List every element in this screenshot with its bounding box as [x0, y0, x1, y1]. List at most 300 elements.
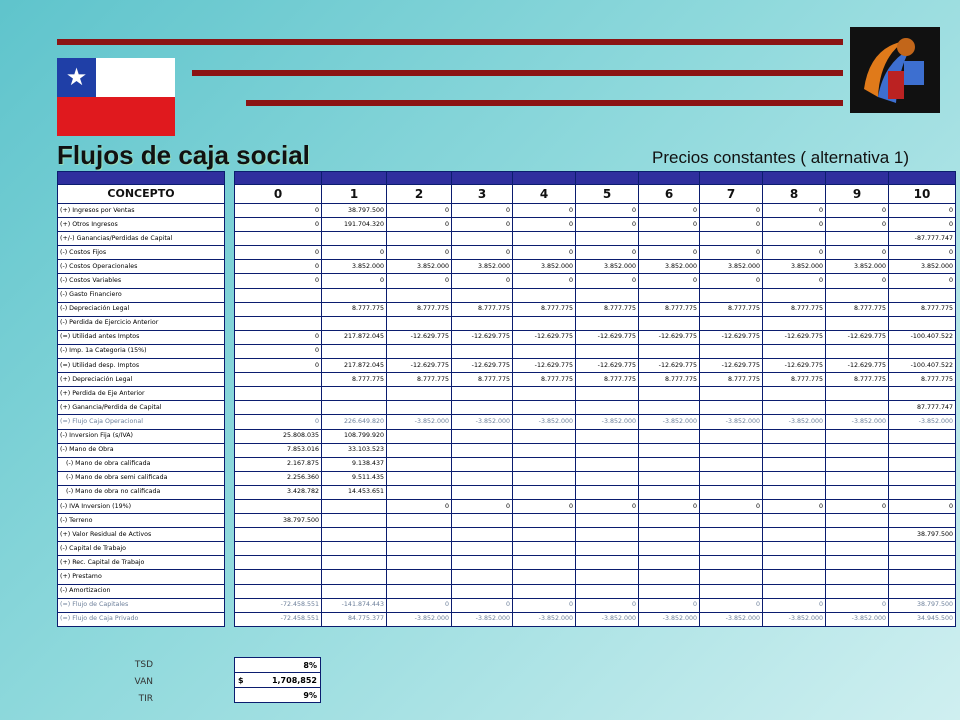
table-cell: 8.777.775 [700, 373, 763, 387]
table-cell: 25.808.035 [235, 429, 322, 443]
table-cell [700, 584, 763, 598]
table-cell: 0 [452, 204, 513, 218]
table-cell [452, 570, 513, 584]
table-cell: 0 [452, 598, 513, 612]
table-cell: 9.511.435 [322, 471, 387, 485]
page-subtitle: Precios constantes ( alternativa 1) [652, 148, 910, 167]
table-cell [826, 514, 889, 528]
table-cell: -12.629.775 [576, 330, 639, 344]
table-cell: 0 [235, 260, 322, 274]
van-label: VAN [134, 677, 153, 687]
table-cell [235, 387, 322, 401]
table-cell: 8.777.775 [322, 302, 387, 316]
table-cell: 3.852.000 [576, 260, 639, 274]
table-cell: 8.777.775 [387, 373, 452, 387]
table-cell: 0 [576, 204, 639, 218]
table-cell: 3.852.000 [452, 260, 513, 274]
row-label: (=) Utilidad desp. Imptos [58, 359, 225, 373]
table-cell [452, 316, 513, 330]
table-cell [889, 471, 956, 485]
row-label: (-) Depreciación Legal [58, 302, 225, 316]
period-header: 5 [576, 185, 639, 204]
row-label: (+) Ingresos por Ventas [58, 204, 225, 218]
table-cell [387, 542, 452, 556]
table-cell [889, 556, 956, 570]
table-cell [639, 316, 700, 330]
table-cell [889, 584, 956, 598]
table-cell [889, 316, 956, 330]
table-cell [763, 528, 826, 542]
table-cell: -12.629.775 [763, 359, 826, 373]
table-cell [826, 485, 889, 499]
row-label: (=) Utilidad antes Imptos [58, 330, 225, 344]
table-cell [763, 570, 826, 584]
row-label: (+) Rec. Capital de Trabajo [58, 556, 225, 570]
table-cell: -100.407.522 [889, 330, 956, 344]
table-row [235, 499, 956, 513]
table-cell: 0 [639, 274, 700, 288]
table-cell: 84.775.377 [322, 612, 387, 626]
table-cell [452, 429, 513, 443]
table-row [235, 246, 956, 260]
row-label: (-) Mano de obra no calificada [58, 485, 225, 499]
table-cell: 0 [826, 204, 889, 218]
table-cell [513, 471, 576, 485]
table-cell [639, 471, 700, 485]
table-cell: 0 [639, 598, 700, 612]
table-cell [322, 344, 387, 358]
table-cell: 3.852.000 [513, 260, 576, 274]
table-cell: 0 [235, 274, 322, 288]
table-cell [513, 443, 576, 457]
table-row [235, 232, 956, 246]
table-row [235, 485, 956, 499]
table-cell: 38.797.500 [235, 514, 322, 528]
table-cell: 0 [700, 218, 763, 232]
table-cell: 8.777.775 [763, 373, 826, 387]
table-cell [576, 288, 639, 302]
table-cell [763, 401, 826, 415]
table-cell [639, 401, 700, 415]
table-cell: 108.799.920 [322, 429, 387, 443]
table-cell: -12.629.775 [387, 330, 452, 344]
table-cell [889, 344, 956, 358]
van-value: $ 1,708,852 [235, 673, 321, 688]
table-cell [889, 542, 956, 556]
table-cell [235, 373, 322, 387]
table-cell: 0 [235, 344, 322, 358]
table-cell: 8.777.775 [576, 373, 639, 387]
table-cell: -3.852.000 [387, 612, 452, 626]
table-cell [322, 542, 387, 556]
table-cell [700, 457, 763, 471]
table-cell: 0 [763, 204, 826, 218]
period-header: 6 [639, 185, 700, 204]
table-cell: 226.649.820 [322, 415, 387, 429]
table-cell [576, 232, 639, 246]
table-row [235, 274, 956, 288]
table-cell [826, 401, 889, 415]
tsd-value: 8% [235, 658, 321, 673]
table-cell [322, 570, 387, 584]
table-cell [763, 387, 826, 401]
table-cell: 0 [513, 598, 576, 612]
row-label: (-) Capital de Trabajo [58, 542, 225, 556]
row-label: (=) Flujo Caja Operacional [58, 415, 225, 429]
table-cell: 0 [235, 330, 322, 344]
table-cell: 14.453.651 [322, 485, 387, 499]
table-cell: 217.872.045 [322, 330, 387, 344]
table-cell [763, 288, 826, 302]
table-cell [452, 232, 513, 246]
table-cell: 0 [576, 598, 639, 612]
table-cell: 0 [889, 218, 956, 232]
row-label: (-) IVA Inversion (19%) [58, 499, 225, 513]
table-cell: 8.777.775 [639, 373, 700, 387]
table-cell: -3.852.000 [513, 612, 576, 626]
period-header: 9 [826, 185, 889, 204]
table-cell: 8.777.775 [387, 302, 452, 316]
table-cell: 3.428.782 [235, 485, 322, 499]
table-cell [235, 288, 322, 302]
row-label: (+) Otros Ingresos [58, 218, 225, 232]
table-cell: -3.852.000 [826, 612, 889, 626]
row-label: (-) Perdida de Ejercicio Anterior [58, 316, 225, 330]
table-cell [576, 471, 639, 485]
table-cell: -3.852.000 [513, 415, 576, 429]
table-cell [826, 556, 889, 570]
table-cell: 0 [235, 359, 322, 373]
table-cell [322, 584, 387, 598]
table-cell [639, 485, 700, 499]
table-cell [387, 485, 452, 499]
table-cell [513, 528, 576, 542]
decor-bar-3 [246, 100, 843, 106]
table-cell [700, 387, 763, 401]
table-cell [700, 316, 763, 330]
table-cell: -3.852.000 [763, 612, 826, 626]
table-cell: 3.852.000 [322, 260, 387, 274]
table-cell: 0 [763, 274, 826, 288]
table-cell [513, 556, 576, 570]
table-row [235, 344, 956, 358]
table-cell [235, 302, 322, 316]
row-label: (-) Mano de obra calificada [58, 457, 225, 471]
table-cell: 2.256.360 [235, 471, 322, 485]
table-cell [513, 570, 576, 584]
table-cell [576, 556, 639, 570]
table-cell [322, 528, 387, 542]
table-cell [452, 387, 513, 401]
table-cell [387, 344, 452, 358]
table-cell: -3.852.000 [387, 415, 452, 429]
table-cell: 3.852.000 [387, 260, 452, 274]
table-cell [826, 570, 889, 584]
table-cell: 0 [639, 218, 700, 232]
table-cell: -12.629.775 [700, 330, 763, 344]
table-cell: -3.852.000 [700, 612, 763, 626]
table-cell [387, 584, 452, 598]
table-row [235, 429, 956, 443]
table-cell [576, 429, 639, 443]
table-cell [322, 514, 387, 528]
table-cell [639, 542, 700, 556]
page-title: Flujos de caja social [57, 140, 310, 170]
table-cell: 38.797.500 [889, 598, 956, 612]
table-cell: 3.852.000 [826, 260, 889, 274]
table-cell [387, 457, 452, 471]
table-cell [639, 457, 700, 471]
table-cell: 0 [513, 246, 576, 260]
row-label: (-) Mano de Obra [58, 443, 225, 457]
table-cell: -3.852.000 [639, 612, 700, 626]
row-label: (+/-) Ganancias/Perdidas de Capital [58, 232, 225, 246]
table-cell [452, 288, 513, 302]
table-row [235, 598, 956, 612]
table-row [235, 457, 956, 471]
table-cell: -12.629.775 [452, 359, 513, 373]
table-cell: -72.458.551 [235, 598, 322, 612]
table-cell: 0 [322, 246, 387, 260]
table-cell: 0 [576, 499, 639, 513]
table-cell: 0 [387, 598, 452, 612]
table-cell: 0 [826, 246, 889, 260]
table-cell: 8.777.775 [639, 302, 700, 316]
table-cell: -12.629.775 [513, 330, 576, 344]
table-cell: 0 [235, 415, 322, 429]
table-cell [700, 471, 763, 485]
table-cell [763, 514, 826, 528]
table-cell [452, 542, 513, 556]
table-cell [639, 288, 700, 302]
table-cell: -3.852.000 [576, 612, 639, 626]
table-cell: 3.852.000 [700, 260, 763, 274]
table-cell [452, 528, 513, 542]
table-cell: 3.852.000 [889, 260, 956, 274]
table-cell [322, 556, 387, 570]
table-cell [763, 443, 826, 457]
table-cell [700, 514, 763, 528]
period-header: 8 [763, 185, 826, 204]
table-cell: 0 [700, 204, 763, 218]
table-cell: 8.777.775 [763, 302, 826, 316]
table-cell: 38.797.500 [322, 204, 387, 218]
table-cell [452, 556, 513, 570]
table-cell [387, 528, 452, 542]
table-cell [387, 288, 452, 302]
table-row [235, 415, 956, 429]
row-label: (-) Costos Variables [58, 274, 225, 288]
table-cell [826, 542, 889, 556]
table-cell: 0 [452, 218, 513, 232]
table-cell [639, 584, 700, 598]
table-row [235, 528, 956, 542]
period-header: 1 [322, 185, 387, 204]
table-cell [235, 584, 322, 598]
table-cell: 0 [700, 274, 763, 288]
table-row [235, 570, 956, 584]
table-cell [889, 288, 956, 302]
table-row [235, 514, 956, 528]
table-cell [452, 514, 513, 528]
table-cell [763, 485, 826, 499]
table-cell [387, 232, 452, 246]
table-cell: 0 [889, 204, 956, 218]
table-row [235, 556, 956, 570]
table-cell: 34.945.500 [889, 612, 956, 626]
table-cell [889, 457, 956, 471]
table-cell [763, 584, 826, 598]
table-cell [826, 232, 889, 246]
decor-bar-2 [192, 70, 843, 76]
table-cell [513, 344, 576, 358]
row-label: (-) Amortizacion [58, 584, 225, 598]
table-cell: 0 [576, 218, 639, 232]
table-cell [639, 429, 700, 443]
table-cell [235, 499, 322, 513]
decor-bar-1 [57, 39, 843, 45]
table-cell: 0 [639, 204, 700, 218]
table-cell: 217.872.045 [322, 359, 387, 373]
table-cell: 9.138.437 [322, 457, 387, 471]
table-cell [889, 514, 956, 528]
table-cell [826, 443, 889, 457]
table-cell [235, 401, 322, 415]
table-row [235, 204, 956, 218]
table-row [235, 542, 956, 556]
concept-header: CONCEPTO [58, 185, 225, 204]
table-cell [576, 443, 639, 457]
tsd-label: TSD [134, 660, 153, 670]
table-cell [576, 584, 639, 598]
row-label: (+) Depreciación Legal [58, 373, 225, 387]
table-cell [235, 316, 322, 330]
table-cell [700, 443, 763, 457]
table-row [235, 584, 956, 598]
table-cell [763, 471, 826, 485]
table-row [235, 387, 956, 401]
table-cell [576, 542, 639, 556]
table-cell [576, 316, 639, 330]
row-label: (-) Inversion Fija (s/IVA) [58, 429, 225, 443]
table-row [235, 612, 956, 626]
table-cell: -12.629.775 [826, 359, 889, 373]
table-cell: 7.853.016 [235, 443, 322, 457]
logo-icon [850, 27, 940, 113]
table-cell [452, 344, 513, 358]
table-cell [576, 344, 639, 358]
table-cell [700, 429, 763, 443]
table-cell [322, 288, 387, 302]
table-row [235, 288, 956, 302]
table-row [235, 373, 956, 387]
table-cell [700, 485, 763, 499]
table-cell: 0 [576, 246, 639, 260]
table-cell [826, 429, 889, 443]
table-cell [235, 542, 322, 556]
table-cell: 0 [387, 246, 452, 260]
table-cell [452, 471, 513, 485]
table-cell [763, 344, 826, 358]
table-cell: 0 [235, 218, 322, 232]
table-cell: 0 [235, 246, 322, 260]
table-cell: 0 [513, 218, 576, 232]
row-label: (-) Imp. 1a Categoria (15%) [58, 344, 225, 358]
table-cell [576, 514, 639, 528]
table-cell [763, 232, 826, 246]
row-label: (=) Flujo de Capitales [58, 598, 225, 612]
table-cell: 3.852.000 [639, 260, 700, 274]
table-cell: 0 [639, 499, 700, 513]
table-cell: 0 [826, 499, 889, 513]
table-cell [387, 316, 452, 330]
table-cell: -12.629.775 [452, 330, 513, 344]
table-cell [576, 485, 639, 499]
table-cell [700, 556, 763, 570]
concept-table [57, 171, 225, 627]
table-cell [700, 528, 763, 542]
table-cell: -3.852.000 [700, 415, 763, 429]
table-cell [513, 288, 576, 302]
table-cell: 3.852.000 [763, 260, 826, 274]
table-row [235, 316, 956, 330]
table-cell [826, 387, 889, 401]
table-cell [452, 485, 513, 499]
values-table [234, 171, 956, 627]
table-cell [700, 542, 763, 556]
table-cell: -12.629.775 [639, 359, 700, 373]
table-cell [235, 232, 322, 246]
table-cell: -12.629.775 [700, 359, 763, 373]
table-cell [452, 457, 513, 471]
table-cell [387, 570, 452, 584]
table-cell [452, 584, 513, 598]
table-cell: 8.777.775 [889, 302, 956, 316]
table-row [235, 401, 956, 415]
table-cell [639, 387, 700, 401]
table-cell [700, 232, 763, 246]
table-cell: 191.704.320 [322, 218, 387, 232]
table-cell: -3.852.000 [889, 415, 956, 429]
row-label: (+) Prestamo [58, 570, 225, 584]
table-cell: 0 [826, 598, 889, 612]
table-cell: 0 [387, 274, 452, 288]
row-label: (-) Costos Operacionales [58, 260, 225, 274]
table-cell [889, 485, 956, 499]
table-cell [889, 387, 956, 401]
table-cell [826, 288, 889, 302]
table-cell [452, 443, 513, 457]
table-cell: 0 [763, 499, 826, 513]
table-cell: -12.629.775 [513, 359, 576, 373]
table-cell [826, 584, 889, 598]
table-cell: -12.629.775 [639, 330, 700, 344]
table-cell [700, 288, 763, 302]
row-label: (+) Perdida de Eje Anterior [58, 387, 225, 401]
table-cell: 0 [700, 598, 763, 612]
table-cell [639, 556, 700, 570]
table-cell [235, 528, 322, 542]
table-cell [513, 514, 576, 528]
table-cell [700, 344, 763, 358]
table-cell: 8.777.775 [826, 302, 889, 316]
table-cell: -72.458.551 [235, 612, 322, 626]
table-cell: -141.874.443 [322, 598, 387, 612]
table-cell: 0 [513, 204, 576, 218]
row-label: (-) Terreno [58, 514, 225, 528]
table-cell: -3.852.000 [763, 415, 826, 429]
table-cell: 0 [235, 204, 322, 218]
